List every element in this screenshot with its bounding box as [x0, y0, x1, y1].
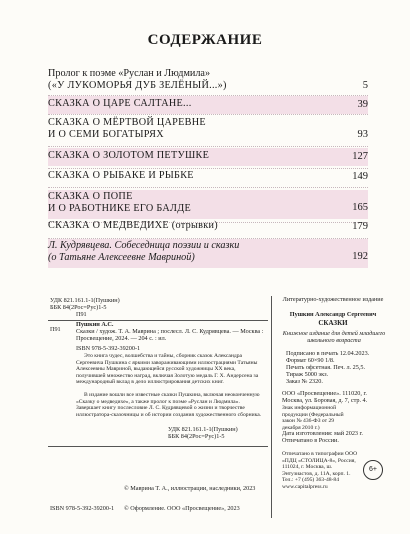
info-product-mark: Знак информационной продукции (Федеральный закон № 436-ФЗ от 29 декабря 2010 г.) [282, 405, 344, 431]
imprint-author: Пушкин Александр Сергеевич [289, 311, 377, 318]
toc-divider [48, 187, 368, 188]
author-heading: Пушкин А.С. [76, 321, 114, 328]
printed-country: Отпечатано в России. [282, 437, 339, 444]
toc-title: СОДЕРЖАНИЕ [147, 32, 263, 48]
print-run: Тираж 5000 экз. [286, 371, 329, 378]
order-number: Заказ № 2320. [286, 378, 323, 385]
column-divider [271, 296, 272, 518]
bbk-repeat: ББК 84(2Рос=Рус)1-5 [168, 433, 225, 440]
annotation-paragraph: В издание вошли все известные сказки Пушкина, включая неоконченную «Сказку о медведихе», а также пролог к поэме «Руслан и Людмила». Завершает книгу послесловие Л. С. Кудрявцевой о жизни и творчестве иллюстратора-сказочницы и об истории создания художественного сборника. [76, 392, 262, 418]
toc-entry-line: СКАЗКА О ЦАРЕ САЛТАНЕ... [48, 98, 192, 109]
udk-code: УДК 821.161.1-1(Пушкин) [50, 297, 120, 304]
edition-genre: Литературно-художественное издание [282, 296, 384, 303]
annotation-paragraph: Это книга чудес, волшебства и тайны, сборник сказок Александра Сергеевича Пушкина с яркими завораживающими иллюстрациями Татьяны Алексеевны Мавриной, выдающейся русской художницы XX века, получившей множество наград, включая Золотую медаль Г. Х. Андерсена за международный вклад в дело иллюстрирования детских книг. [76, 353, 259, 386]
copyright-design: © Оформление. ООО «Просвещение», 2023 [124, 505, 240, 512]
book-description: Сказки / худож. Т. А. Маврина ; послесл. Л. С. Кудрявцева. — Москва : Просвещение, 2024. — 204 с. : ил. [76, 328, 264, 343]
toc-entry-line: СКАЗКА О ЗОЛОТОМ ПЕТУШКЕ [48, 150, 210, 161]
manufacture-date: Дата изготовления: май 2023 г. [282, 430, 363, 437]
toc-entry-page: 179 [352, 221, 368, 232]
toc-entry-golden-cockerel[interactable] [48, 148, 368, 166]
isbn: ISBN 978-5-392-39200-1 [76, 345, 141, 352]
copyright-illustrations: © Маврина Т. А., иллюстрации, наследники, 2023 [124, 485, 256, 492]
p91-code: П91 [76, 311, 87, 318]
toc-entry-line: И О РАБОТНИКЕ ЕГО БАЛДЕ [48, 203, 191, 214]
toc-divider [48, 114, 368, 115]
imprint-divider [48, 446, 268, 447]
audience: Книжное издание для детей младшего школьного возраста [282, 330, 386, 345]
publisher-address: ООО «Просвещение». 111020, г. Москва, ул. Боровая, д. 7, стр. 4. [282, 390, 368, 405]
bbk-code: ББК 84(2Рос=Рус)1-5 [50, 304, 107, 311]
udk-repeat: УДК 821.161.1-1(Пушкин) [168, 426, 238, 433]
toc-entry-afterword[interactable] [48, 239, 368, 268]
toc-entry-prologue[interactable] [48, 68, 368, 92]
age-rating-badge: 6+ [363, 460, 383, 480]
toc-entry-line: СКАЗКА О МЕДВЕДИХЕ (отрывки) [48, 220, 218, 231]
toc-entry-line: СКАЗКА О МЁРТВОЙ ЦАРЕВНЕ [48, 117, 206, 128]
toc-entry-line: (о Татьяне Алексеевне Мавриной) [48, 252, 195, 263]
print-sheets: Печать офсетная. Печ. л. 25,5. [286, 364, 366, 371]
toc-entry-page: 192 [352, 251, 368, 262]
toc-entry-dead-princess[interactable] [48, 117, 368, 143]
toc-divider [48, 146, 368, 147]
toc-entry-saltan[interactable] [48, 96, 368, 114]
toc-entry-page: 93 [357, 129, 368, 140]
toc-entry-line: И О СЕМИ БОГАТЫРЯХ [48, 129, 164, 140]
toc-entry-she-bear[interactable] [48, 218, 368, 236]
toc-entry-page: 5 [362, 80, 368, 91]
toc-entry-line: Пролог к поэме «Руслан и Людмила» [48, 68, 211, 79]
toc-entry-line: Л. Кудрявцева. Собеседница поэзии и сказки [48, 240, 240, 251]
printer-info: Отпечатано в типографии ООО «ПДЦ «СТОЛИЦА-8», Россия, 111024, г. Москва, ш. Энтузиастов, д. 11А, корп. 1. Тел.: +7 (495) 363-48-84 www.capitalpress.ru [282, 451, 358, 490]
imprint-title: СКАЗКИ [318, 319, 348, 327]
p91-side: П91 [50, 326, 61, 333]
toc-entry-page: 165 [352, 202, 368, 213]
toc-entry-priest[interactable] [48, 190, 368, 219]
toc-entry-line: («У ЛУКОМОРЬЯ ДУБ ЗЕЛЁНЫЙ...») [48, 80, 227, 91]
toc-entry-page: 149 [352, 171, 368, 182]
toc-entry-fisherman[interactable] [48, 168, 368, 186]
paper-format: Формат 60×90 1/8. [286, 357, 335, 364]
toc-entry-page: 127 [352, 151, 368, 162]
signed-to-print: Подписано в печать 12.04.2023. [286, 350, 370, 357]
toc-entry-line: СКАЗКА О РЫБАКЕ И РЫБКЕ [48, 170, 194, 181]
isbn-bottom: ISBN 978-5-392-39200-1 [50, 505, 115, 512]
toc-entry-page: 39 [357, 99, 368, 110]
toc-entry-line: СКАЗКА О ПОПЕ [48, 191, 133, 202]
